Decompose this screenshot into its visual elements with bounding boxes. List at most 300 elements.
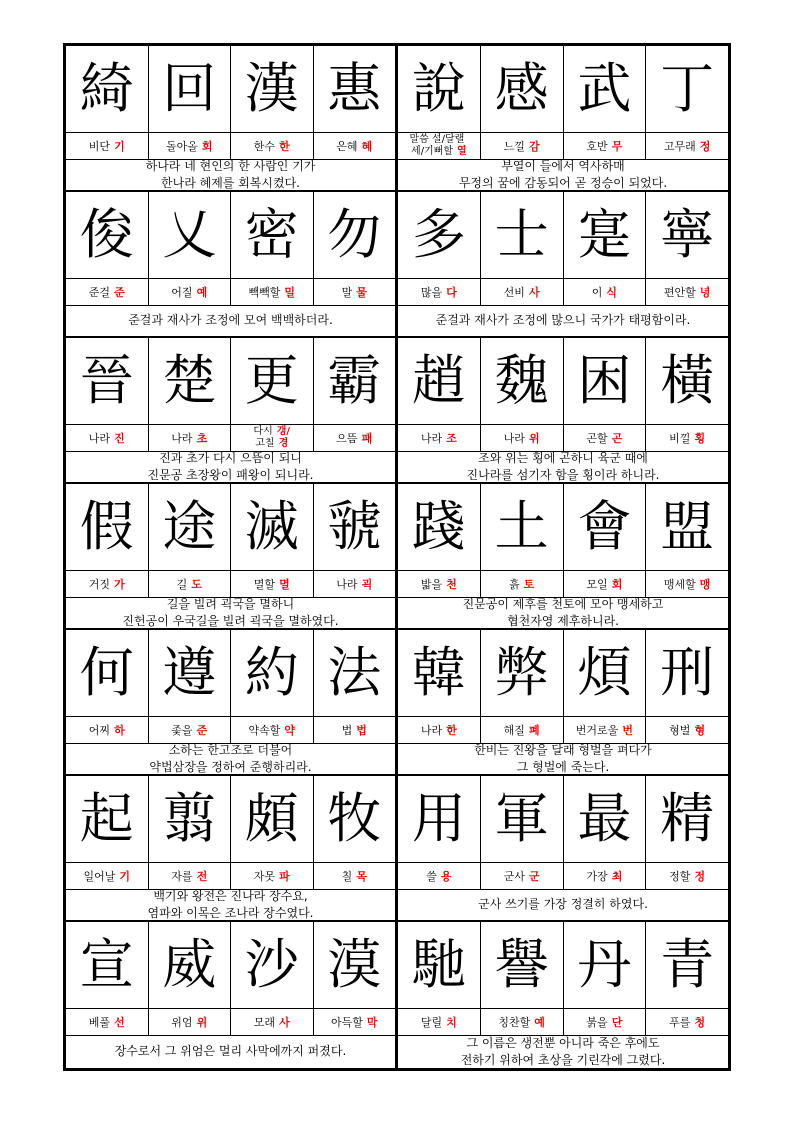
- verse-text: [398, 743, 728, 774]
- meaning-text: 좇을: [171, 723, 193, 737]
- hanja-row: [66, 776, 395, 863]
- sound-text: 파: [279, 869, 290, 883]
- sound-text: 목: [356, 869, 367, 883]
- verse-text: [398, 889, 728, 920]
- meaning-text: 많을: [420, 285, 443, 299]
- meaning-text: 자를: [171, 869, 193, 883]
- meaning-cell: [398, 862, 481, 889]
- verse-text: [66, 889, 395, 920]
- hanja-character: 踐: [398, 484, 481, 570]
- verse-line: 진과 초가 다시 으뜸이 되니: [159, 450, 302, 465]
- meaning-cell: [398, 716, 481, 743]
- hanja-character: 途: [149, 484, 232, 570]
- meaning-cell: [314, 570, 396, 597]
- hanja-character: 霸: [327, 349, 382, 412]
- hanja-character: 刑: [660, 641, 715, 704]
- verse-line: 준걸과 재사가 조정에 모여 백백하더라.: [128, 313, 333, 327]
- hanja-character: 多: [398, 192, 481, 278]
- sound-text: 정: [699, 139, 711, 153]
- meaning-cell: [231, 132, 314, 159]
- verse-line: 전하기 위하여 초상을 기린각에 그렸다.: [460, 1052, 666, 1067]
- hanja-row: [398, 630, 728, 717]
- hanja-character: 宣: [66, 922, 149, 1008]
- meaning-cell: [564, 278, 647, 305]
- meaning-cell: [231, 716, 314, 743]
- hanja-character: 漢: [231, 46, 314, 132]
- meaning-cell: [314, 424, 396, 451]
- hanja-character: 最: [564, 776, 647, 862]
- hanja-character: 弊: [481, 630, 564, 716]
- sound-text: 단: [611, 1015, 623, 1029]
- verse-block-right: [398, 630, 728, 774]
- verse-text: [66, 597, 395, 628]
- hanja-character: 遵: [149, 630, 232, 716]
- sheet-row: [66, 484, 728, 630]
- meaning-text: 나라: [88, 431, 111, 445]
- hanja-character: 約: [231, 630, 314, 716]
- meaning-cell: [564, 424, 647, 451]
- meaning-text: 편안할: [663, 285, 696, 299]
- meaning-text: 돌아올: [165, 139, 198, 153]
- meaning-line: [411, 146, 467, 158]
- meaning-text: 아득할: [330, 1015, 363, 1029]
- verse-block-right: [398, 776, 728, 920]
- sound-text: 기: [114, 139, 125, 153]
- sound-text: 괵: [361, 577, 373, 591]
- meaning-row: [66, 862, 395, 890]
- meaning-text: 나라: [171, 431, 193, 445]
- sheet-row: [66, 922, 728, 1068]
- meaning-text: 느낄: [503, 139, 525, 153]
- meaning-cell: [149, 1008, 232, 1035]
- meaning-text: 비낄: [669, 431, 691, 445]
- meaning-cell: [481, 862, 564, 889]
- meaning-cell: [66, 570, 149, 597]
- meaning-text: 흙: [508, 577, 520, 591]
- verse-line: 진문공 초장왕이 패왕이 되니라.: [147, 467, 314, 482]
- hanja-character: 寔: [564, 192, 647, 278]
- meaning-row: [66, 570, 395, 598]
- meaning-text: 곤할: [586, 431, 608, 445]
- hanja-character: 士: [481, 192, 564, 278]
- verse-line: 준걸과 재사가 조정에 많으니 국가가 태평함이라.: [435, 313, 691, 327]
- sound-text: 경: [278, 437, 289, 449]
- hanja-character: 惠: [327, 57, 382, 120]
- meaning-text: 가장: [586, 869, 608, 883]
- sound-text: 번: [622, 723, 633, 737]
- verse-block-left: [66, 338, 398, 482]
- meaning-text: 이: [591, 285, 603, 299]
- meaning-cell: [149, 278, 232, 305]
- hanja-character: 晉: [66, 338, 149, 424]
- meaning-text: 거짓: [88, 577, 111, 591]
- hanja-character: 假: [66, 484, 149, 570]
- hanja-character: 韓: [398, 630, 481, 716]
- meaning-cell: [66, 424, 149, 451]
- meaning-text: 일어날: [83, 869, 116, 883]
- verse-block-right: [398, 922, 728, 1068]
- meaning-line: [253, 426, 290, 438]
- sound-text: 조: [446, 431, 457, 445]
- meaning-cell: [481, 132, 564, 159]
- sound-text: 사: [528, 285, 540, 299]
- meaning-cell: [314, 716, 396, 743]
- meaning-text: 법: [341, 723, 353, 737]
- meaning-text: 한수: [253, 139, 276, 153]
- meaning-cell: [481, 570, 564, 597]
- sound-text: 밀: [284, 285, 296, 299]
- verse-block-left: [66, 630, 398, 774]
- verse-text: [66, 451, 395, 482]
- verse-block-right: [398, 192, 728, 336]
- meaning-text: 나라: [503, 431, 525, 445]
- verse-block-left: [66, 46, 398, 190]
- meaning-cell: [66, 132, 149, 159]
- sound-text: 법: [356, 723, 367, 737]
- meaning-text: 준걸: [88, 285, 111, 299]
- verse-text: [66, 1035, 395, 1068]
- meaning-cell: [564, 1008, 647, 1035]
- meaning-text: 으뜸: [336, 431, 358, 445]
- meaning-cell: [564, 862, 647, 889]
- hanja-character: 丹: [564, 922, 647, 1008]
- meaning-cell: [314, 278, 396, 305]
- hanja-row: [66, 922, 395, 1009]
- sound-text: 위: [196, 1015, 208, 1029]
- meaning-row: [398, 570, 728, 598]
- meaning-text: 맹세할: [663, 577, 696, 591]
- meaning-cell: [481, 716, 564, 743]
- meaning-text: 위엄: [171, 1015, 193, 1029]
- meaning-text: 빽빽할: [248, 285, 281, 299]
- hanja-character: 精: [660, 787, 715, 850]
- sound-text: 사: [279, 1015, 290, 1029]
- meaning-text: 말씀 설/달랠: [409, 133, 465, 145]
- hanja-character: 牧: [327, 787, 382, 850]
- hanja-character: 滅: [231, 484, 314, 570]
- sound-text: 혜: [361, 139, 373, 153]
- sound-text: 맹: [699, 577, 711, 591]
- hanja-character: 楚: [149, 338, 232, 424]
- verse-text: [398, 159, 728, 190]
- verse-line: 염파와 이목은 조나라 장수였다.: [147, 905, 314, 920]
- meaning-cell: [66, 716, 149, 743]
- meaning-text: 멸할: [253, 577, 276, 591]
- meaning-text: 칠: [341, 869, 353, 883]
- meaning-text: 은혜: [336, 139, 358, 153]
- meaning-text: 모래: [253, 1015, 276, 1029]
- sheet-row: [66, 776, 728, 922]
- verse-line: 장수로서 그 위엄은 멀리 사막에까지 퍼졌다.: [114, 1044, 347, 1058]
- meaning-cell: [149, 570, 232, 597]
- hanja-row: [66, 484, 395, 571]
- meaning-text: 선비: [503, 285, 525, 299]
- sound-text: 형: [694, 723, 706, 737]
- meaning-text: 나라: [420, 723, 443, 737]
- hanja-character: 感: [481, 46, 564, 132]
- sound-text: 식: [606, 285, 618, 299]
- meaning-text: 비단: [88, 139, 111, 153]
- verse-line: 그 이름은 생전뿐 아니라 죽은 후에도: [466, 1035, 660, 1050]
- meaning-row: [398, 278, 728, 306]
- verse-line: 진나라를 섬기자 함을 횡이라 하니라.: [466, 467, 660, 482]
- meaning-text: 푸를: [669, 1015, 691, 1029]
- hanja-character: 丁: [660, 57, 715, 120]
- sound-text: 기: [119, 869, 131, 883]
- meaning-cell: [646, 716, 728, 743]
- verse-line: 길을 빌려 괵국을 멸하니: [166, 596, 295, 611]
- sound-text: 가: [114, 577, 125, 591]
- sound-text: 무: [611, 139, 623, 153]
- verse-line: 조와 위는 횡에 곤하니 육군 때에: [478, 450, 648, 465]
- meaning-text: 세/기뻐할: [411, 145, 454, 157]
- meaning-text: 호반: [586, 139, 608, 153]
- hanja-character: 漠: [327, 933, 382, 996]
- meaning-cell: [398, 570, 481, 597]
- hanja-row: [398, 922, 728, 1009]
- meaning-cell: [398, 1008, 481, 1035]
- sheet-row: [66, 630, 728, 776]
- meaning-text: 베풀: [88, 1015, 111, 1029]
- meaning-cell: [149, 424, 232, 451]
- verse-line: 그 형벌에 죽는다.: [516, 759, 610, 774]
- sound-text: 용: [440, 869, 452, 883]
- hanja-row: [398, 484, 728, 571]
- meaning-cell: [231, 862, 314, 889]
- sound-text: 한: [446, 723, 457, 737]
- meaning-text: 군사: [503, 869, 525, 883]
- meaning-row: [66, 424, 395, 452]
- sound-text: 하: [114, 723, 125, 737]
- meaning-cell: [314, 1008, 396, 1035]
- meaning-cell: [564, 570, 647, 597]
- hanja-character: 武: [564, 46, 647, 132]
- meaning-text: 다시: [253, 425, 273, 437]
- meaning-cell: [149, 862, 232, 889]
- sound-text: 정: [694, 869, 706, 883]
- verse-block-left: [66, 776, 398, 920]
- meaning-line: [255, 438, 288, 450]
- meaning-text: 자못: [253, 869, 276, 883]
- verse-text: [398, 1035, 728, 1068]
- hanja-character: 起: [66, 776, 149, 862]
- verse-line: 백기와 왕전은 진나라 장수요,: [153, 888, 308, 903]
- hanja-row: [66, 630, 395, 717]
- hanja-character: 密: [231, 192, 314, 278]
- meaning-row: [398, 862, 728, 890]
- verse-text: [398, 305, 728, 336]
- verse-block-left: [66, 192, 398, 336]
- verse-line: 무정의 꿈에 감동되어 곧 정승이 되었다.: [458, 175, 668, 190]
- sheet-row: [66, 46, 728, 192]
- verse-line: 한나라 혜제를 회복시켰다.: [161, 175, 300, 190]
- hanja-row: [398, 338, 728, 425]
- verse-line: 약법삼장을 정하여 준행하리라.: [149, 759, 312, 774]
- hanja-character: 土: [481, 484, 564, 570]
- sound-text: 회: [611, 577, 623, 591]
- sound-text: 토: [523, 577, 535, 591]
- sound-text: 횡: [694, 431, 706, 445]
- sound-text: 진: [114, 431, 125, 445]
- sound-text: 회: [201, 139, 213, 153]
- meaning-row: [66, 278, 395, 306]
- verse-text: [398, 451, 728, 482]
- sound-text: 곤: [611, 431, 623, 445]
- sound-text: 감: [528, 139, 540, 153]
- hanja-character: 用: [398, 776, 481, 862]
- verse-text: [398, 597, 728, 628]
- meaning-text: 나라: [336, 577, 358, 591]
- sound-text: 준: [114, 285, 125, 299]
- sound-text: 군: [528, 869, 540, 883]
- sound-text: 천: [446, 577, 457, 591]
- meaning-cell: [66, 862, 149, 889]
- sound-text: 갱/: [276, 425, 291, 437]
- meaning-text: 쓸: [426, 869, 437, 883]
- hanja-character: 法: [327, 641, 382, 704]
- hanja-character: 青: [660, 933, 715, 996]
- hanja-character: 綺: [66, 46, 149, 132]
- meaning-cell: [646, 278, 728, 305]
- meaning-row: [398, 424, 728, 452]
- meaning-cell: [314, 862, 396, 889]
- meaning-cell: [66, 1008, 149, 1035]
- verse-block-right: [398, 338, 728, 482]
- verse-text: [66, 159, 395, 190]
- meaning-cell: [231, 278, 314, 305]
- meaning-text: 형벌: [669, 723, 691, 737]
- sound-text: 준: [196, 723, 208, 737]
- sound-text: 한: [279, 139, 290, 153]
- hanja-character: 魏: [481, 338, 564, 424]
- hanja-row: [66, 46, 395, 133]
- sound-text: 선: [114, 1015, 125, 1029]
- meaning-cell: [66, 278, 149, 305]
- chinese-character-sheet: [63, 43, 731, 1071]
- sound-text: 폐: [528, 723, 540, 737]
- meaning-cell: [314, 132, 396, 159]
- meaning-text: 나라: [420, 431, 443, 445]
- meaning-text: 번거로울: [575, 723, 619, 737]
- meaning-cell: [149, 716, 232, 743]
- sound-text: 열: [457, 145, 467, 157]
- verse-block-left: [66, 484, 398, 628]
- sound-text: 예: [534, 1015, 545, 1029]
- meaning-cell: [481, 1008, 564, 1035]
- verse-line: 협천자영 제후하니라.: [507, 613, 619, 628]
- meaning-text: 칭찬할: [498, 1015, 531, 1029]
- hanja-row: [398, 776, 728, 863]
- sound-text: 패: [361, 431, 373, 445]
- sound-text: 물: [356, 285, 367, 299]
- meaning-cell: [646, 1008, 728, 1035]
- meaning-text: 길: [176, 577, 188, 591]
- hanja-row: [66, 338, 395, 425]
- sound-text: 치: [446, 1015, 457, 1029]
- meaning-text: 고무래: [663, 139, 696, 153]
- meaning-cell: [646, 570, 728, 597]
- sound-text: 예: [196, 285, 208, 299]
- verse-line: 진문공이 제후를 천토에 모아 맹세하고: [462, 596, 664, 611]
- meaning-text: 밟을: [420, 577, 443, 591]
- meaning-text: 약속할: [248, 723, 281, 737]
- verse-text: [66, 743, 395, 774]
- verse-line: 하나라 네 현인의 한 사람인 기가: [145, 158, 316, 173]
- verse-line: 소하는 한고조로 더불어: [168, 742, 293, 757]
- meaning-row: [66, 716, 395, 744]
- sound-text: 약: [284, 723, 296, 737]
- sound-text: 위: [528, 431, 540, 445]
- meaning-text: 정할: [669, 869, 691, 883]
- hanja-character: 虢: [327, 495, 382, 558]
- meaning-cell: [481, 424, 564, 451]
- sound-text: 멸: [279, 577, 290, 591]
- meaning-text: 어질: [171, 285, 193, 299]
- hanja-character: 沙: [231, 922, 314, 1008]
- meaning-cell: [398, 424, 481, 451]
- meaning-text: 모일: [586, 577, 608, 591]
- hanja-character: 乂: [149, 192, 232, 278]
- hanja-character: 何: [66, 630, 149, 716]
- hanja-character: 馳: [398, 922, 481, 1008]
- hanja-character: 盟: [660, 495, 715, 558]
- hanja-character: 翦: [149, 776, 232, 862]
- sound-text: 최: [611, 869, 623, 883]
- verse-line: 한비는 진왕을 달래 형벌을 펴다가: [474, 742, 652, 757]
- meaning-row: [66, 132, 395, 160]
- verse-line: 진헌공이 우국길을 빌려 괵국을 멸하였다.: [122, 613, 339, 628]
- meaning-cell: [564, 716, 647, 743]
- sound-text: 녕: [699, 285, 711, 299]
- verse-text: [66, 305, 395, 336]
- meaning-text: 고칠: [255, 437, 275, 449]
- sound-text: 막: [366, 1015, 378, 1029]
- meaning-cell: [398, 278, 481, 305]
- meaning-cell: [231, 570, 314, 597]
- meaning-row: [398, 716, 728, 744]
- hanja-character: 會: [564, 484, 647, 570]
- hanja-row: [66, 192, 395, 279]
- meaning-line: [409, 134, 468, 146]
- hanja-character: 說: [398, 46, 481, 132]
- sheet-row: [66, 192, 728, 338]
- sound-text: 도: [191, 577, 202, 591]
- meaning-row: [66, 1008, 395, 1036]
- meaning-cell: [481, 278, 564, 305]
- meaning-cell: [231, 1008, 314, 1035]
- meaning-row: [398, 132, 728, 160]
- hanja-character: 俊: [66, 192, 149, 278]
- hanja-character: 軍: [481, 776, 564, 862]
- meaning-cell: [398, 132, 481, 159]
- sound-text: 다: [446, 285, 457, 299]
- hanja-character: 勿: [327, 203, 382, 266]
- meaning-text: 말: [341, 285, 353, 299]
- sound-text: 전: [196, 869, 208, 883]
- verse-block-right: [398, 46, 728, 190]
- hanja-character: 威: [149, 922, 232, 1008]
- hanja-character: 橫: [660, 349, 715, 412]
- verse-line: 군사 쓰기를 가장 정결히 하였다.: [478, 897, 648, 911]
- verse-block-left: [66, 922, 398, 1068]
- hanja-character: 困: [564, 338, 647, 424]
- hanja-character: 趙: [398, 338, 481, 424]
- hanja-row: [398, 192, 728, 279]
- hanja-character: 煩: [564, 630, 647, 716]
- meaning-cell: [564, 132, 647, 159]
- hanja-character: 譽: [481, 922, 564, 1008]
- hanja-character: 頗: [231, 776, 314, 862]
